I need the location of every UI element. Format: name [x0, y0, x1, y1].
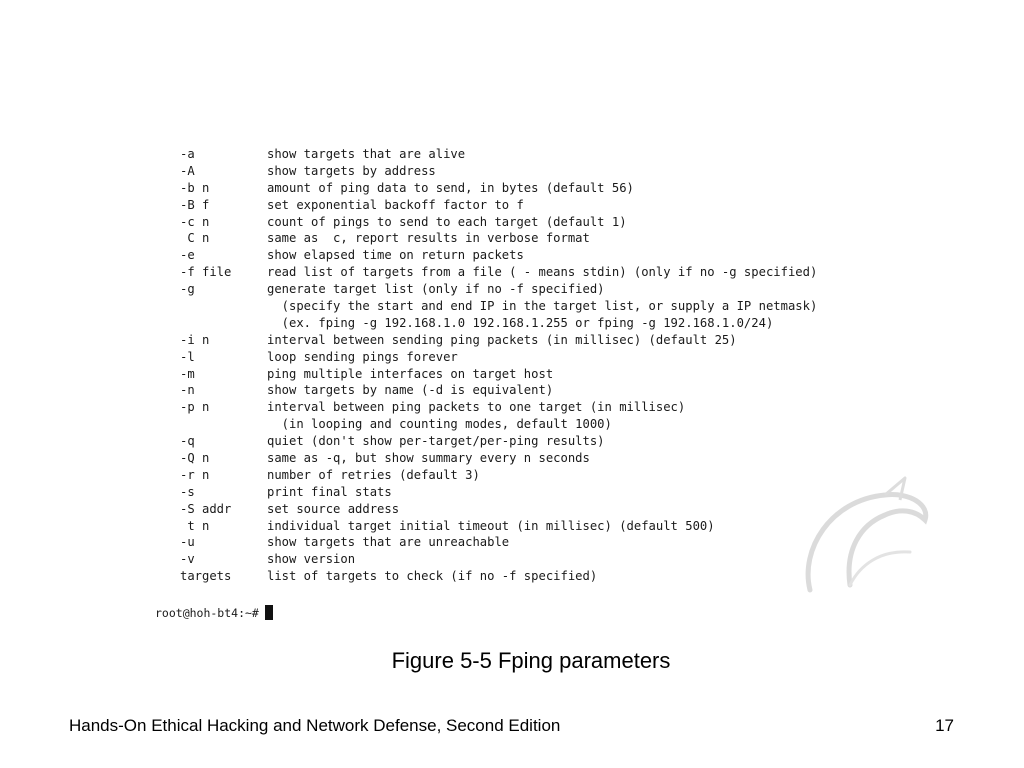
option-description: amount of ping data to send, in bytes (default 56) — [267, 180, 634, 195]
option-flag: -l — [180, 349, 195, 364]
page-number: 17 — [935, 716, 954, 735]
option-flag: -c n — [180, 214, 210, 229]
option-description: same as -q, but show summary every n seconds — [267, 451, 590, 466]
option-flag: -s — [180, 484, 195, 499]
option-description: number of retries (default 3) — [267, 467, 480, 482]
option-flag: -u — [180, 535, 195, 550]
option-description: show targets that are unreachable — [267, 535, 510, 550]
option-description: quiet (don't show per-target/per-ping results) — [267, 434, 605, 449]
option-flag: -v — [180, 552, 195, 567]
option-description: (in looping and counting modes, default 1000) — [267, 417, 612, 432]
option-description: print final stats — [267, 484, 392, 499]
option-flag: C n — [180, 231, 210, 246]
dragon-watermark-icon — [790, 470, 940, 610]
option-description: (ex. fping -g 192.168.1.0 192.168.1.255 or fping -g 192.168.1.0/24) — [267, 315, 774, 330]
option-description: (specify the start and end IP in the target list, or supply a IP netmask) — [267, 299, 818, 314]
option-description: show version — [267, 552, 356, 567]
option-flag: -f file — [180, 265, 232, 280]
option-flag: -p n — [180, 400, 210, 415]
option-flag: -a — [180, 147, 195, 161]
prompt-text: root@hoh-bt4:~# — [155, 605, 259, 620]
option-flag: -q — [180, 434, 195, 449]
option-description: interval between ping packets to one target (in millisec) — [267, 400, 686, 415]
shell-prompt — [155, 605, 273, 620]
option-description: set exponential backoff factor to f — [267, 197, 524, 212]
option-description: show targets by name (-d is equivalent) — [267, 383, 554, 398]
option-flag: -A — [180, 163, 195, 178]
option-description: read list of targets from a file ( - means stdin) (only if no -g specified) — [267, 265, 818, 280]
option-flag: -r n — [180, 467, 210, 482]
option-description: show targets by address — [267, 163, 436, 178]
option-description: loop sending pings forever — [267, 349, 458, 364]
option-description: set source address — [267, 501, 400, 516]
option-description: generate target list (only if no -f specified) — [267, 282, 605, 297]
option-description: show elapsed time on return packets — [267, 248, 524, 263]
figure-caption: Figure 5-5 Fping parameters — [391, 648, 671, 673]
cursor-block — [265, 605, 273, 620]
terminal-screenshot — [150, 140, 890, 630]
option-flag: -Q n — [180, 451, 210, 466]
option-flag: t n — [180, 518, 210, 533]
option-flag: targets — [180, 569, 232, 584]
option-flag: -g — [180, 282, 195, 297]
option-description: list of targets to check (if no -f specified) — [267, 569, 598, 584]
option-flag: -B f — [180, 197, 210, 212]
option-flag: -m — [180, 366, 195, 381]
option-description: count of pings to send to each target (default 1) — [267, 214, 627, 229]
option-flag: -S addr — [180, 501, 232, 516]
option-description: individual target initial timeout (in millisec) (default 500) — [267, 518, 715, 533]
option-flag: -e — [180, 248, 195, 263]
option-description: same as c, report results in verbose format — [267, 231, 590, 246]
option-flag: -b n — [180, 180, 210, 195]
footer-book-title: Hands-On Ethical Hacking and Network Defense, Second Edition — [69, 716, 561, 735]
option-description: interval between sending ping packets (in millisec) (default 25) — [267, 332, 737, 347]
option-flag: -i n — [180, 332, 210, 347]
option-description: ping multiple interfaces on target host — [267, 366, 554, 381]
option-description: show targets that are alive — [267, 147, 466, 161]
option-flag: -n — [180, 383, 195, 398]
